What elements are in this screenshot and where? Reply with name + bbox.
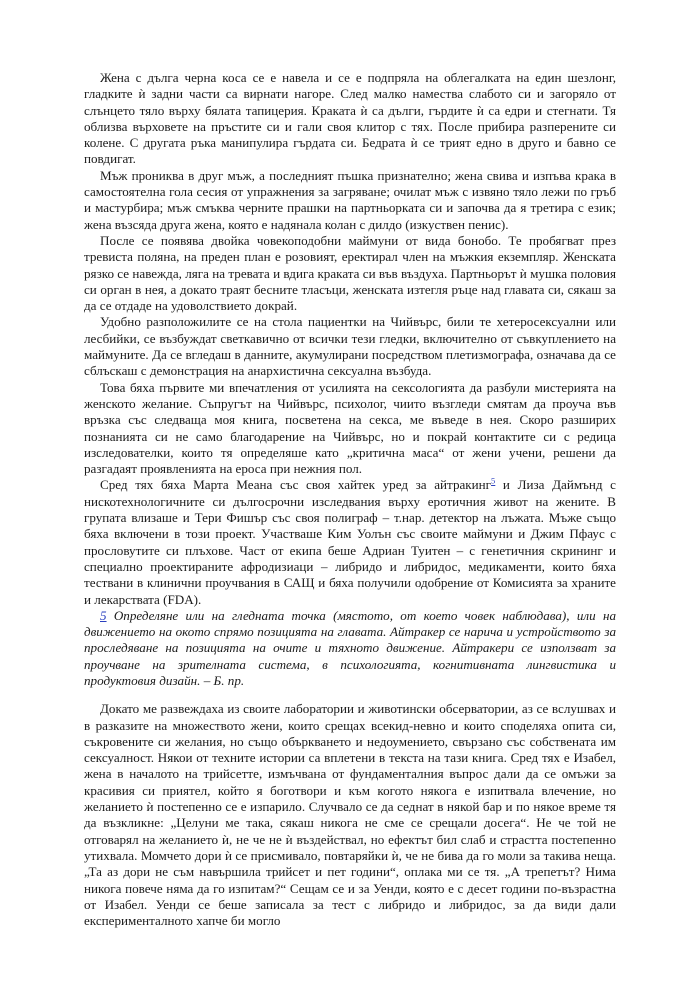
- section-spacer: [84, 689, 616, 701]
- footnote: [84, 608, 616, 689]
- paragraph-1: Жена с дълга черна коса се е навела и се е подпряла на облегалката на един шезлонг, гладките ѝ задни части са вирнати нагоре. След малко намества слабото си и загоряло от слънцето тяло върху бялата тапицерия. Краката ѝ са дълги, гърдите ѝ са едри и стегнати. Тя облизва върховете на пръстите си и гали своя клитор с тях. После прибира разперените си колене. С другата ръка манипулира гърдата си. Бедрата ѝ се трият едно в друго и бавно се повдигат.: [84, 70, 616, 167]
- paragraph-6: [84, 477, 616, 607]
- paragraph-5: Това бяха първите ми впечатления от усилията на сексологията да разбули мистерията на женското желание. Съпругът на Чийвърс, психолог, чиито възгледи смятам да проуча във връзка със следваща моя книга, посветена на секса, ме въведе в нея. Скоро разширих познанията си не само благодарение на Чийвърс, но и покрай контактите си с редица изследователки, които тя определяше като „критична маса“ от жени учени, решени да разгадаят проявленията на ероса при нежния пол.: [84, 379, 616, 477]
- paragraph-7: Докато ме развеждаха из своите лаборатории и животински обсерватории, аз се вслушвах и в разказите на множеството жени, които срещах всекид-невно и които споделяха опита си, съкровените си желания, но също объркването и недоумението, свързано със собствената им сексуалност. Някои от техните истории са вплетени в текста на тази книга. Сред тях е Изабел, жена в началото на трийсетте, измъчвана от фундаменталния въпрос дали да се омъжи за красивия си приятел, който я боготвори и към когото някога е изпитвала влечение, но желанието ѝ постепенно се е изпарило. Случвало се да седнат в някой бар и по някое време тя да възкликне: „Целуни ме така, сякаш никога не сме се срещали досега“. Не че той не отговарял на желанието ѝ, не че не ѝ въздействал, но ефектът бил слаб и страстта постепенно утихвала. Момчето дори ѝ се присмивало, повтаряйки ѝ, че не бива да го моли за такива неща. „Та аз дори не съм навършила трийсет и пет години“, оплака ми се тя. „А трепетът? Нима никога повече няма да го изпитам?“ Сещам се и за Уенди, която е с десет години по-възрастна от Изабел. Уенди се беше записала за тест с либридо и либридос, за да види дали експерименталното хапче би могло: [84, 701, 616, 929]
- footnote-number-link[interactable]: 5: [100, 607, 107, 623]
- paragraph-4: Удобно разположилите се на стола пациентки на Чийвърс, били те хетеросексуални или лесбийки, се възбуждат светкавично от всички тези гледки, включително от съвкуплението на маймуните. Да се вгледаш в данните, акумулирани посредством плетизмографа, означава да се сблъскаш с демонстрация на анархистична сексуална възбуда.: [84, 314, 616, 379]
- document-page: [84, 70, 616, 929]
- footnote-reference-link[interactable]: 5: [491, 476, 496, 487]
- paragraph-3: После се появява двойка човекоподобни маймуни от вида бонобо. Те пробягват през тревиста поляна, на преден план е розовият, еректирал член на мъжкия екземпляр. Женската рязко се навежда, ляга на тревата и вдига краката си във въздуха. Партньорът ѝ мушка половия си орган в нея, а докато траят бесните тласъци, женската изтегля ръце над главата си, сякаш за да се отдаде на удоволствието докрай.: [84, 232, 616, 314]
- paragraph-2: Мъж прониква в друг мъж, а последният пъшка признателно; жена свива и изпъва крака в самостоятелна гола сесия от упражнения за загряване; очилат мъж с извяно тяло лежи по гръб и мастурбира; мъж смъква черните прашки на партньорката си и започва да я третира с език; жена възсяда друга жена, която е надянала колан с дилдо (изкуствен пенис).: [84, 167, 616, 232]
- footnote-text: Определяне или на гледната точка (мястото, от което човек наблюдава), или на движението на окото спрямо позицията на главата. Айтракер се нарича и устройството за проследяване на позицията на очите и тяхното движение. Айтракери се използват за проучване на зрителната система, в психологията, когнитивната лингвистика и продуктовия дизайн. – Б. пр.: [84, 607, 616, 688]
- paragraph-6-text-after: и Лиза Даймънд с нискотехнологичните си дългосрочни изследвания върху еротичния живот на жените. В групата влизаше и Тери Фишър със своя полиграф – т.нар. детектор на лъжата. Мъже също бяха включени в този проект. Участваше Ким Уолън със своите маймуни и Джим Пфаус с прословутите си плъхове. Част от екипа беше Адриан Туитен – с генетичния скрининг и специално проектираните афродизиаци – либридо и либридос, медикаменти, които бяха тествани в клинични проучвания в САЩ и бяха получили одобрение от Комисията за храните и лекарствата (FDA).: [84, 477, 616, 607]
- paragraph-6-text-before: Сред тях бяха Марта Меана със своя хайтек уред за айтракинг: [100, 477, 492, 493]
